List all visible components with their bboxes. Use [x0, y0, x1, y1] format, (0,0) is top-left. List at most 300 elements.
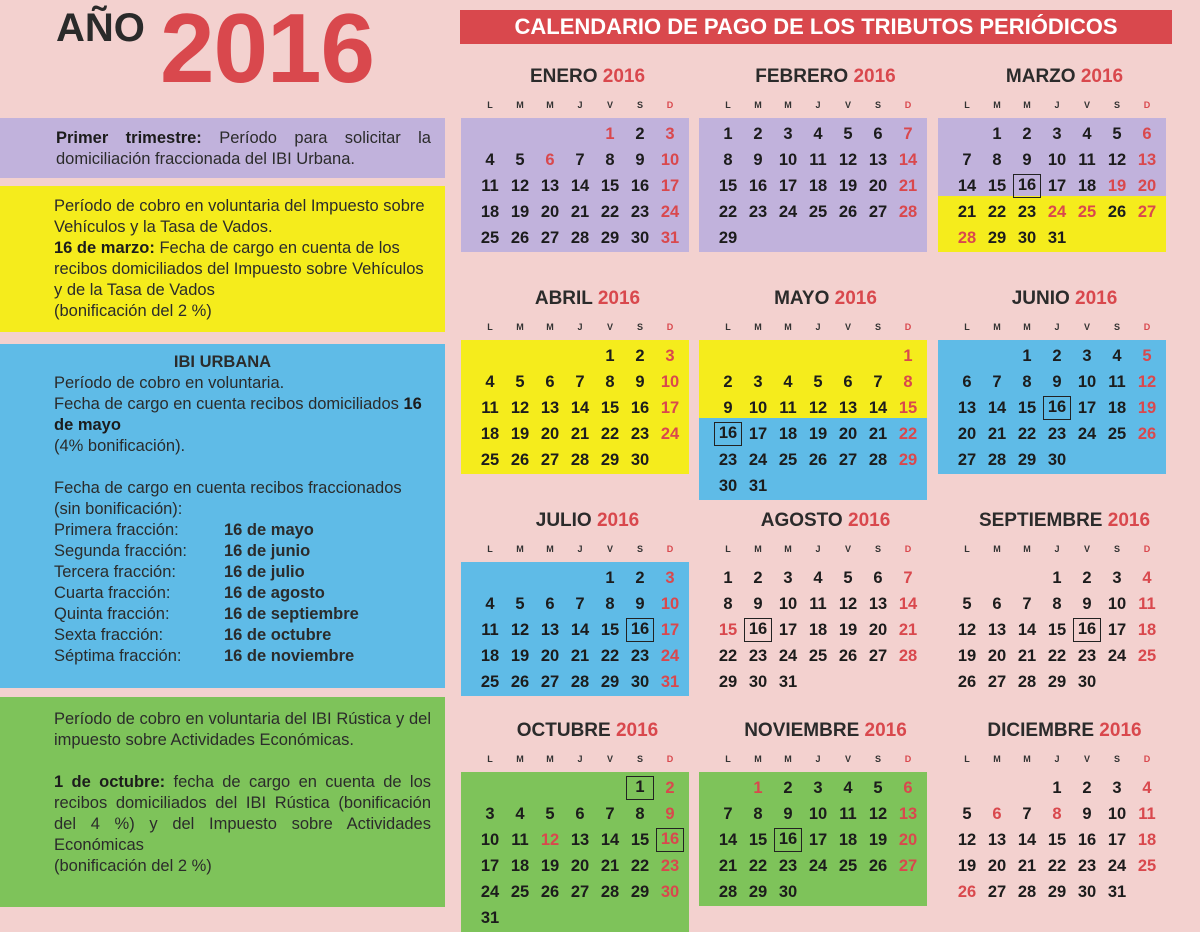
day-cell: 25 — [1107, 425, 1127, 443]
panel3-line3: (4% bonificación). — [54, 437, 186, 455]
panel3-line2-bold: 16 de mayo — [54, 395, 422, 434]
weekday-header: D — [904, 100, 912, 110]
day-cell: 7 — [992, 373, 1002, 391]
day-cell: 10 — [660, 373, 680, 391]
fraccion-label: Sexta fracción: — [54, 626, 164, 644]
weekday-header: L — [487, 322, 493, 332]
weekday-header: J — [815, 322, 821, 332]
month-year: 2016 — [1094, 720, 1142, 741]
weekday-header: J — [815, 100, 821, 110]
day-cell: 1 — [605, 125, 615, 143]
weekday-header: D — [1143, 322, 1151, 332]
day-cell: 13 — [957, 399, 977, 417]
day-cell: 27 — [838, 451, 858, 469]
weekday-header: M — [784, 544, 792, 554]
day-cell: 11 — [809, 151, 827, 169]
day-cell: 31 — [660, 673, 680, 691]
day-cell: 28 — [1017, 883, 1037, 901]
day-cell: 5 — [515, 151, 525, 169]
day-cell: 25 — [838, 857, 858, 875]
day-cell: 9 — [1022, 151, 1032, 169]
day-cell: 22 — [748, 857, 768, 875]
day-cell: 30 — [1077, 883, 1097, 901]
weekday-header: M — [516, 544, 524, 554]
weekday-header: D — [666, 754, 674, 764]
day-cell: 29 — [748, 883, 768, 901]
day-cell: 2 — [635, 125, 645, 143]
day-cell: 14 — [718, 831, 738, 849]
day-cell: 18 — [1137, 621, 1157, 639]
day-cell: 15 — [600, 177, 620, 195]
day-cell: 12 — [510, 177, 530, 195]
day-cell: 4 — [485, 151, 495, 169]
day-cell: 19 — [838, 177, 858, 195]
weekday-header: L — [964, 754, 970, 764]
day-cell: 22 — [1017, 425, 1037, 443]
fraccion-row — [54, 541, 431, 562]
day-cell: 30 — [630, 229, 650, 247]
weekday-header: S — [636, 544, 643, 554]
month-year: 2016 — [842, 510, 891, 531]
day-cell: 18 — [480, 203, 500, 221]
day-cell: 17 — [660, 399, 680, 417]
day-cell: 18 — [808, 177, 828, 195]
day-cell: 26 — [957, 883, 977, 901]
day-cell: 21 — [898, 621, 918, 639]
weekday-header: V — [844, 322, 851, 332]
month-name: SEPTIEMBRE — [978, 510, 1103, 531]
day-cell: 14 — [1017, 831, 1037, 849]
day-cell: 16 — [626, 618, 654, 642]
day-cell: 4 — [485, 373, 495, 391]
day-cell: 19 — [957, 647, 977, 665]
day-cell: 28 — [898, 647, 918, 665]
day-cell: 22 — [987, 203, 1007, 221]
day-cell: 6 — [545, 595, 555, 613]
fraccion-date: 16 de octubre — [224, 626, 332, 644]
day-cell: 7 — [962, 151, 972, 169]
month-year: 2016 — [848, 66, 896, 87]
day-cell: 27 — [540, 229, 560, 247]
panel-ibi-rustica — [0, 697, 445, 907]
day-cell: 5 — [962, 805, 972, 823]
fraccion-date: 16 de mayo — [224, 521, 314, 539]
day-cell: 17 — [1107, 831, 1127, 849]
month-name: ABRIL — [534, 288, 593, 309]
day-cell: 22 — [600, 425, 620, 443]
day-cell: 8 — [605, 373, 615, 391]
weekday-header: J — [577, 544, 583, 554]
day-cell: 29 — [1047, 883, 1067, 901]
month-year: 2016 — [592, 288, 641, 309]
month-year: 2016 — [1102, 510, 1151, 531]
weekday-header: S — [636, 322, 643, 332]
weekday-header: S — [874, 754, 881, 764]
panel2-bold: 16 de marzo: — [54, 239, 155, 257]
fraccion-date: 16 de julio — [224, 563, 305, 581]
day-cell: 18 — [1077, 177, 1097, 195]
month-name: JUNIO — [1011, 288, 1070, 309]
day-cell: 29 — [630, 883, 650, 901]
day-cell: 1 — [723, 125, 733, 143]
day-cell: 20 — [540, 647, 560, 665]
weekday-header: J — [577, 754, 583, 764]
day-cell: 10 — [1107, 595, 1127, 613]
month-year: 2016 — [829, 288, 877, 309]
day-cell: 31 — [1047, 229, 1067, 247]
day-cell: 20 — [898, 831, 918, 849]
day-cell: 2 — [635, 347, 645, 365]
fraccion-date: 16 de agosto — [224, 584, 325, 602]
month-year: 2016 — [1075, 66, 1124, 87]
day-cell: 19 — [1107, 177, 1127, 195]
day-cell: 13 — [1137, 151, 1157, 169]
calendar-banner: CALENDARIO DE PAGO DE LOS TRIBUTOS PERIÓDICOS — [460, 10, 1172, 44]
day-cell: 9 — [1082, 595, 1092, 613]
day-cell: 21 — [868, 425, 888, 443]
day-cell: 1 — [1052, 779, 1062, 797]
day-cell: 5 — [515, 373, 525, 391]
day-cell: 24 — [748, 451, 768, 469]
weekday-header: D — [904, 322, 912, 332]
day-cell: 7 — [903, 125, 913, 143]
day-cell: 16 — [744, 618, 772, 642]
day-cell: 6 — [1142, 125, 1152, 143]
day-cell: 2 — [665, 779, 675, 797]
day-cell: 15 — [718, 177, 738, 195]
day-cell: 12 — [1137, 373, 1157, 391]
day-cell: 6 — [903, 779, 913, 797]
day-cell: 8 — [723, 151, 733, 169]
day-cell: 17 — [808, 831, 828, 849]
weekday-header: M — [754, 100, 762, 110]
day-cell: 26 — [808, 451, 828, 469]
panel4-note: (bonificación del 2 %) — [54, 857, 212, 875]
day-cell: 12 — [510, 399, 530, 417]
day-cell: 9 — [635, 595, 645, 613]
day-cell: 13 — [987, 621, 1007, 639]
day-cell: 21 — [898, 177, 918, 195]
weekday-header: M — [546, 100, 554, 110]
day-cell: 18 — [510, 857, 530, 875]
panel-vehiculos — [0, 186, 445, 332]
weekday-header: S — [636, 100, 643, 110]
day-cell: 26 — [1107, 203, 1127, 221]
day-cell: 15 — [600, 621, 620, 639]
weekday-header: M — [1023, 322, 1031, 332]
panel4-text: fecha de cargo en cuenta de los recibos domiciliados del IBI Rústica (bonificación del 4 %) y del Impuesto sobre Actividades Económicas — [54, 773, 431, 854]
weekday-header: L — [725, 544, 731, 554]
day-cell: 28 — [600, 883, 620, 901]
fracciones-list — [54, 520, 431, 667]
month-title — [952, 288, 1177, 310]
day-cell: 9 — [753, 595, 763, 613]
day-cell: 16 — [1013, 174, 1041, 198]
day-cell: 27 — [957, 451, 977, 469]
day-cell: 7 — [605, 805, 615, 823]
day-cell: 13 — [570, 831, 590, 849]
day-cell: 13 — [898, 805, 918, 823]
day-cell: 27 — [987, 673, 1007, 691]
day-cell: 15 — [600, 399, 620, 417]
weekday-header: V — [1083, 754, 1090, 764]
day-cell: 1 — [1022, 347, 1032, 365]
panel2-note: (bonificación del 2 %) — [54, 302, 212, 320]
day-cell: 13 — [987, 831, 1007, 849]
day-cell: 8 — [605, 151, 615, 169]
day-cell: 21 — [600, 857, 620, 875]
day-cell: 24 — [480, 883, 500, 901]
day-cell: 3 — [665, 347, 675, 365]
month-title — [713, 510, 938, 532]
day-cell: 16 — [774, 828, 802, 852]
day-cell: 6 — [873, 569, 883, 587]
weekday-header: J — [1054, 754, 1060, 764]
day-cell: 22 — [718, 203, 738, 221]
day-cell: 23 — [1017, 203, 1037, 221]
day-cell: 21 — [570, 425, 590, 443]
day-cell: 17 — [480, 857, 500, 875]
panel2-text: Fecha de cargo en cuenta de los recibos domiciliados del Impuesto sobre Vehículos y de la Tasa de Vados — [54, 239, 424, 299]
day-cell: 1 — [1052, 569, 1062, 587]
day-cell: 6 — [575, 805, 585, 823]
day-cell: 8 — [753, 805, 763, 823]
day-cell: 21 — [570, 203, 590, 221]
day-cell: 15 — [748, 831, 768, 849]
month-name: ENERO — [529, 66, 598, 87]
day-cell: 20 — [957, 425, 977, 443]
day-cell: 26 — [1137, 425, 1157, 443]
day-cell: 25 — [510, 883, 530, 901]
fraccion-date: 16 de septiembre — [224, 605, 359, 623]
day-cell: 12 — [957, 621, 977, 639]
weekday-header: D — [1143, 544, 1151, 554]
day-cell: 23 — [1077, 857, 1097, 875]
day-cell: 11 — [1078, 151, 1096, 169]
month-title — [475, 66, 700, 88]
day-cell: 16 — [1077, 831, 1097, 849]
day-cell: 8 — [1052, 595, 1062, 613]
day-cell: 6 — [992, 805, 1002, 823]
day-cell: 28 — [570, 229, 590, 247]
day-cell: 3 — [1112, 569, 1122, 587]
day-cell: 2 — [783, 779, 793, 797]
day-cell: 12 — [808, 399, 828, 417]
weekday-header: M — [1023, 100, 1031, 110]
weekday-header: M — [993, 100, 1001, 110]
day-cell: 8 — [1052, 805, 1062, 823]
day-cell: 23 — [748, 647, 768, 665]
day-cell: 29 — [898, 451, 918, 469]
day-cell: 5 — [843, 569, 853, 587]
day-cell: 11 — [779, 399, 797, 417]
day-cell: 28 — [987, 451, 1007, 469]
day-cell: 28 — [868, 451, 888, 469]
day-cell: 2 — [1022, 125, 1032, 143]
day-cell: 10 — [778, 595, 798, 613]
day-cell: 19 — [808, 425, 828, 443]
day-cell: 4 — [1142, 569, 1152, 587]
weekday-header: D — [904, 544, 912, 554]
day-cell: 9 — [635, 151, 645, 169]
day-cell: 3 — [783, 569, 793, 587]
fraccion-date: 16 de noviembre — [224, 647, 355, 665]
weekday-header: J — [1054, 100, 1060, 110]
fraccion-label: Tercera fracción: — [54, 563, 176, 581]
day-cell: 20 — [540, 425, 560, 443]
month-title — [475, 510, 700, 532]
day-cell: 1 — [605, 347, 615, 365]
day-cell: 25 — [480, 673, 500, 691]
day-cell: 2 — [635, 569, 645, 587]
day-cell: 4 — [783, 373, 793, 391]
day-cell: 15 — [1047, 621, 1067, 639]
weekday-header: M — [516, 754, 524, 764]
month-title — [713, 720, 938, 742]
day-cell: 13 — [868, 151, 888, 169]
day-cell: 7 — [575, 595, 585, 613]
weekday-header: V — [1083, 100, 1090, 110]
panel1-text: Período para solicitar la domiciliación fraccionada del IBI Urbana. — [56, 129, 431, 168]
day-cell: 27 — [898, 857, 918, 875]
day-cell: 26 — [868, 857, 888, 875]
fraccion-label: Primera fracción: — [54, 521, 179, 539]
weekday-header: V — [844, 754, 851, 764]
day-cell: 31 — [778, 673, 798, 691]
day-cell: 28 — [570, 673, 590, 691]
weekday-header: M — [754, 544, 762, 554]
day-cell: 3 — [813, 779, 823, 797]
weekday-header: M — [784, 100, 792, 110]
day-cell: 2 — [753, 569, 763, 587]
day-cell: 24 — [660, 647, 680, 665]
day-cell: 3 — [1052, 125, 1062, 143]
month-name: OCTUBRE — [516, 720, 611, 741]
day-cell: 5 — [1142, 347, 1152, 365]
day-cell: 23 — [630, 425, 650, 443]
fraccion-row — [54, 520, 431, 541]
weekday-header: V — [606, 754, 613, 764]
day-cell: 27 — [1137, 203, 1157, 221]
day-cell: 9 — [1052, 373, 1062, 391]
month-title — [713, 66, 938, 88]
weekday-header: M — [546, 544, 554, 554]
day-cell: 29 — [600, 673, 620, 691]
day-cell: 17 — [778, 621, 798, 639]
weekday-header: V — [606, 544, 613, 554]
weekday-header: S — [874, 322, 881, 332]
day-cell: 4 — [843, 779, 853, 797]
day-cell: 20 — [987, 647, 1007, 665]
day-cell: 25 — [1137, 857, 1157, 875]
day-cell: 16 — [748, 177, 768, 195]
day-cell: 6 — [545, 373, 555, 391]
weekday-header: S — [1113, 100, 1120, 110]
day-cell: 24 — [1107, 647, 1127, 665]
day-cell: 3 — [665, 125, 675, 143]
day-cell: 14 — [957, 177, 977, 195]
panel3-title: IBI URBANA — [173, 353, 272, 371]
day-cell: 3 — [485, 805, 495, 823]
day-cell: 25 — [808, 203, 828, 221]
month-name: JULIO — [535, 510, 592, 531]
day-cell: 12 — [868, 805, 888, 823]
day-cell: 12 — [957, 831, 977, 849]
day-cell: 16 — [656, 828, 684, 852]
weekday-header: L — [487, 544, 493, 554]
day-cell: 25 — [480, 229, 500, 247]
day-cell: 31 — [480, 909, 500, 927]
day-cell: 1 — [903, 347, 913, 365]
day-cell: 21 — [957, 203, 977, 221]
day-cell: 26 — [838, 203, 858, 221]
day-cell: 4 — [813, 125, 823, 143]
month-year: 2016 — [610, 720, 659, 741]
day-cell: 4 — [1142, 779, 1152, 797]
weekday-header: L — [964, 322, 970, 332]
day-cell: 13 — [540, 621, 560, 639]
day-cell: 5 — [1112, 125, 1122, 143]
weekday-header: S — [636, 754, 643, 764]
day-cell: 5 — [962, 595, 972, 613]
day-cell: 21 — [1017, 857, 1037, 875]
weekday-header: M — [754, 322, 762, 332]
day-cell: 22 — [600, 647, 620, 665]
day-cell: 31 — [748, 477, 768, 495]
day-cell: 30 — [778, 883, 798, 901]
panel2-line1: Período de cobro en voluntaria del Impuesto sobre Vehículos y la Tasa de Vados. — [54, 197, 425, 236]
panel3-line1: Período de cobro en voluntaria. — [54, 374, 285, 392]
day-cell: 10 — [660, 595, 680, 613]
month-year: 2016 — [1069, 288, 1118, 309]
day-cell: 28 — [957, 229, 977, 247]
weekday-header: D — [1143, 100, 1151, 110]
year-number: 2016 — [160, 0, 375, 103]
day-cell: 2 — [1052, 347, 1062, 365]
day-cell: 29 — [718, 673, 738, 691]
day-cell: 4 — [1082, 125, 1092, 143]
day-cell: 25 — [808, 647, 828, 665]
day-cell: 24 — [778, 203, 798, 221]
day-cell: 30 — [660, 883, 680, 901]
day-cell: 19 — [957, 857, 977, 875]
fraccion-row — [54, 583, 431, 604]
weekday-header: M — [546, 754, 554, 764]
day-cell: 14 — [987, 399, 1007, 417]
month-name: MAYO — [774, 288, 830, 309]
day-cell: 30 — [1077, 673, 1097, 691]
day-cell: 27 — [540, 451, 560, 469]
day-cell: 11 — [1138, 805, 1156, 823]
day-cell: 7 — [723, 805, 733, 823]
day-cell: 24 — [808, 857, 828, 875]
day-cell: 12 — [838, 595, 858, 613]
day-cell: 15 — [718, 621, 738, 639]
day-cell: 15 — [630, 831, 650, 849]
day-cell: 12 — [838, 151, 858, 169]
day-cell: 24 — [660, 203, 680, 221]
weekday-header: D — [666, 322, 674, 332]
panel1-bold: Primer trimestre: — [56, 129, 202, 147]
day-cell: 17 — [778, 177, 798, 195]
day-cell: 23 — [718, 451, 738, 469]
fraccion-date: 16 de junio — [224, 542, 311, 560]
day-cell: 19 — [540, 857, 560, 875]
day-cell: 9 — [635, 373, 645, 391]
day-cell: 8 — [635, 805, 645, 823]
weekday-header: M — [784, 322, 792, 332]
weekday-header: J — [815, 754, 821, 764]
